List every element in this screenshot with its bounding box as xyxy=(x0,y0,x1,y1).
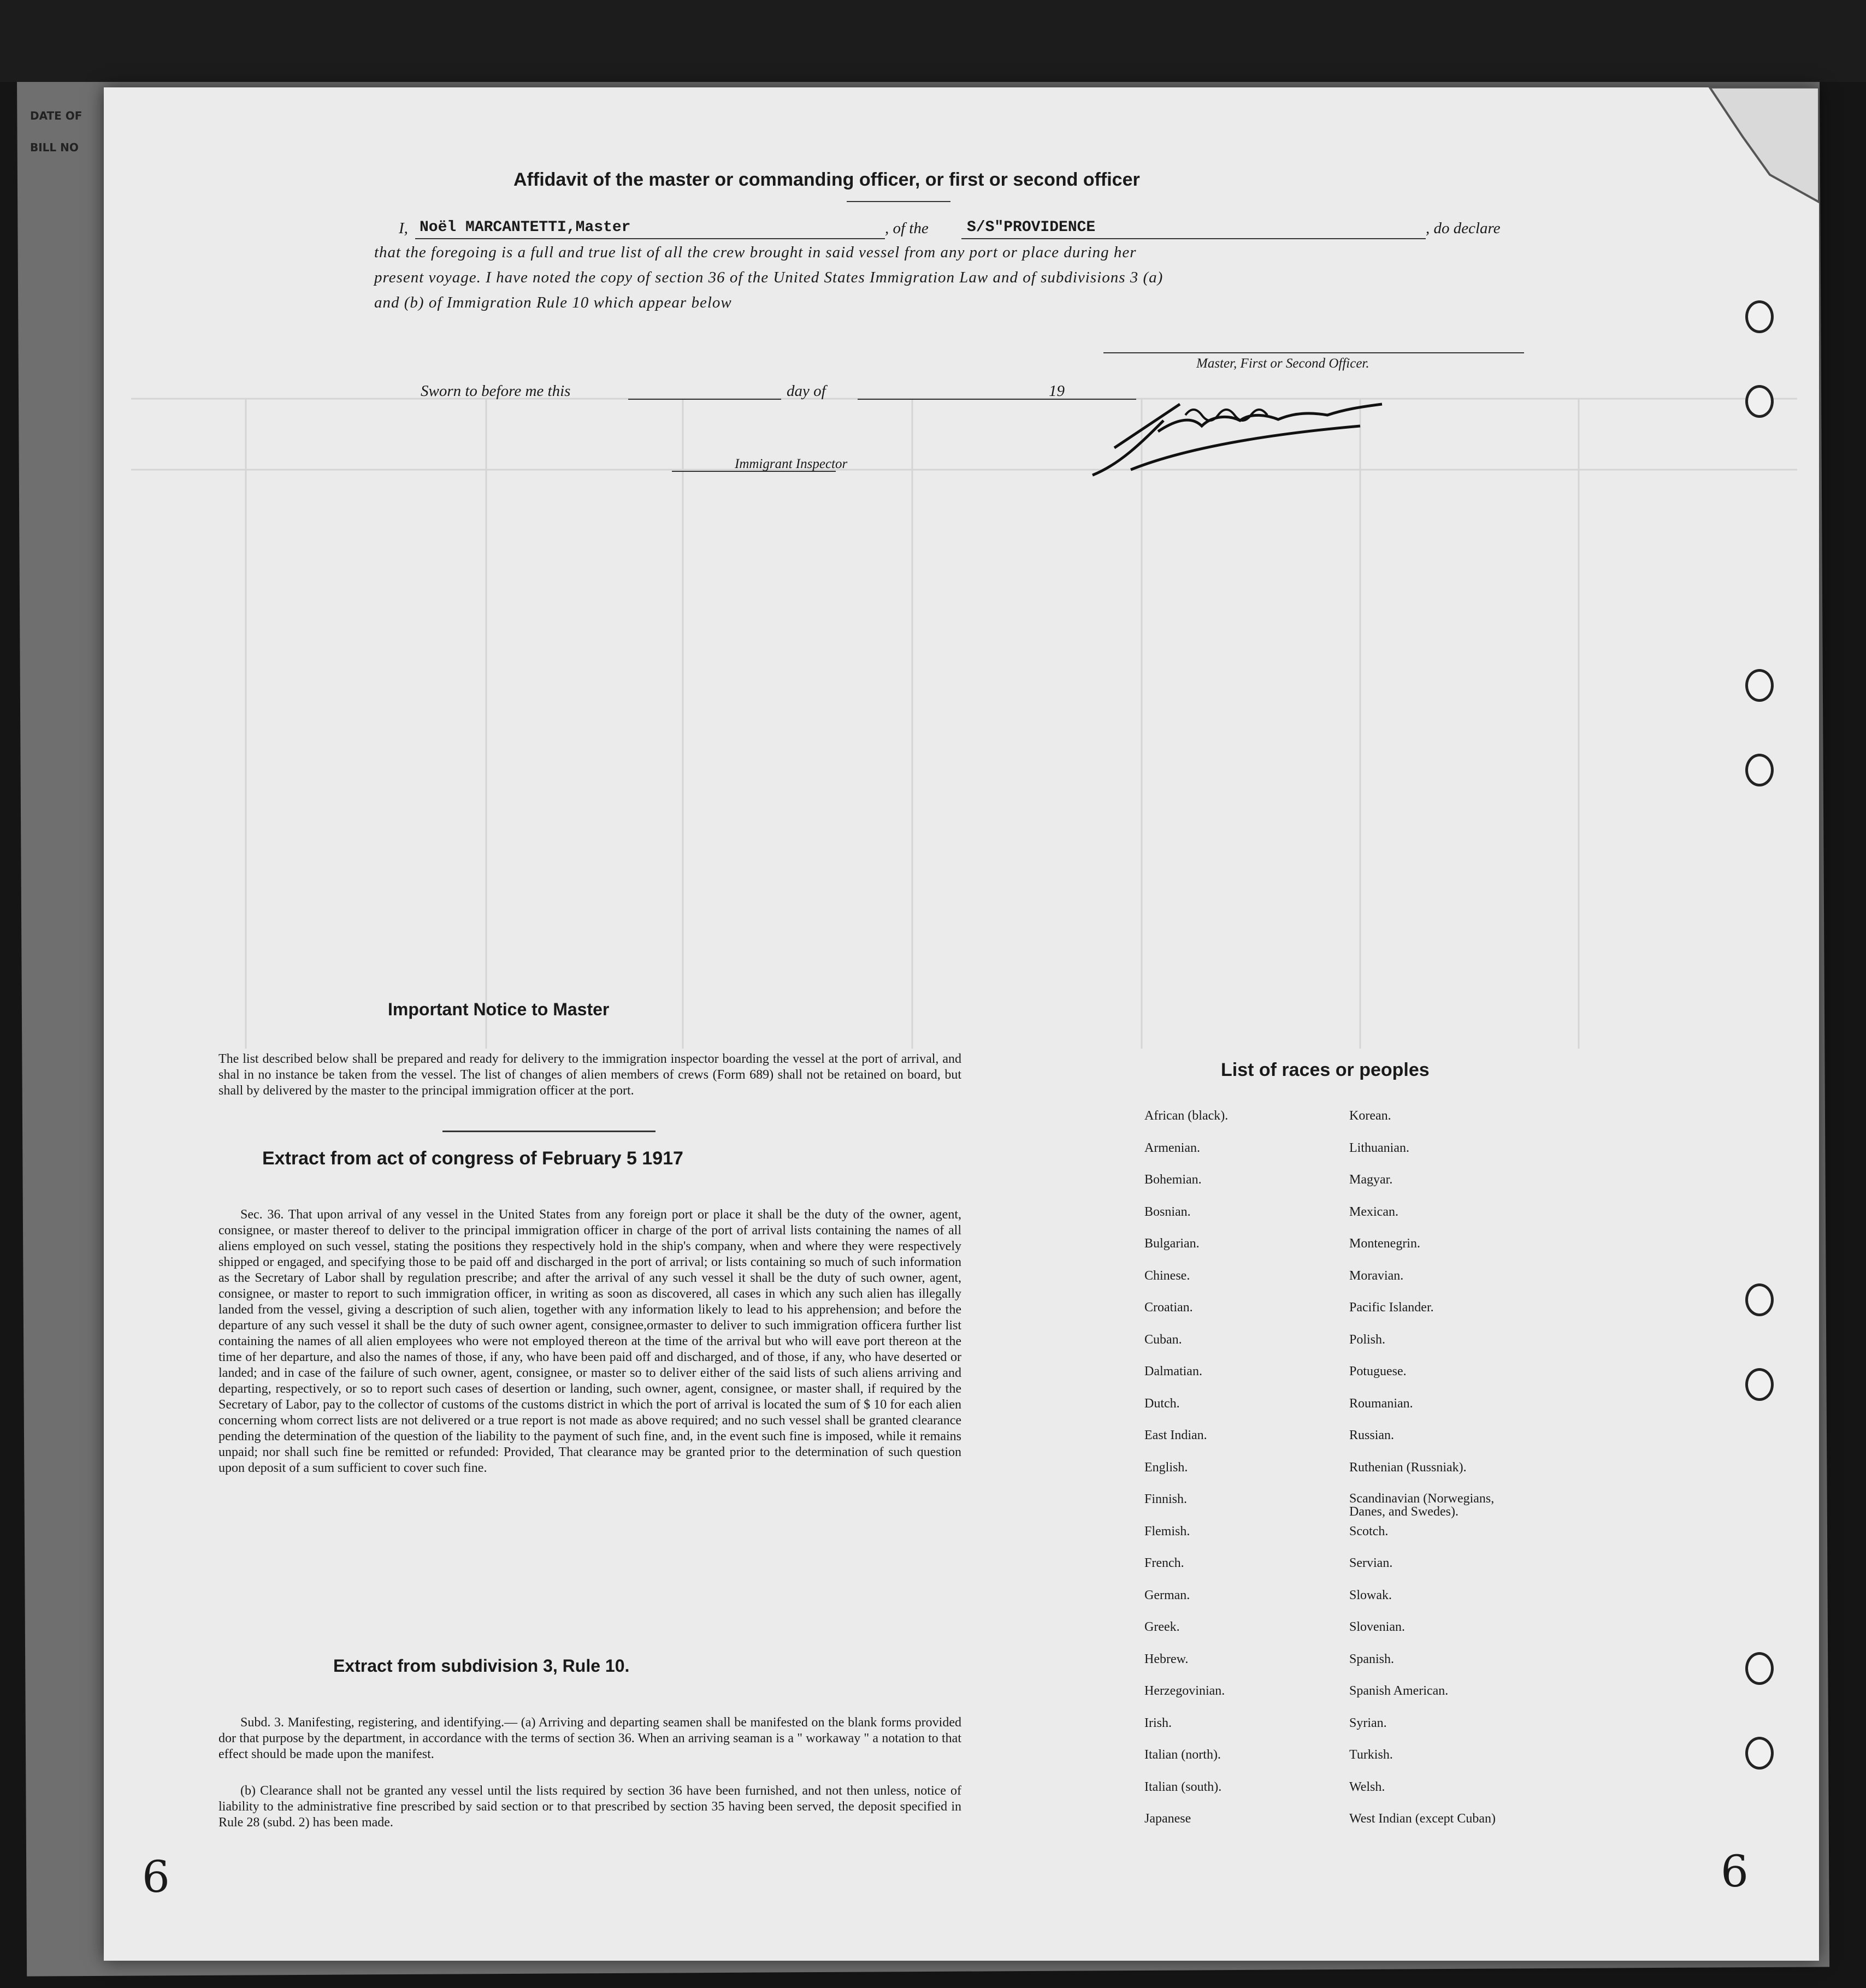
race-item-right: Montenegrin. xyxy=(1349,1236,1420,1251)
affidavit-line-4: and (b) of Immigration Rule 10 which appear below xyxy=(374,294,732,311)
race-item-right: Pacific Islander. xyxy=(1349,1300,1434,1315)
binder-hole xyxy=(1745,754,1774,786)
races-title: List of races or peoples xyxy=(1221,1060,1430,1080)
race-item-left: Dutch. xyxy=(1144,1396,1180,1411)
race-item-left: Finnish. xyxy=(1144,1492,1188,1506)
race-item-right: Servian. xyxy=(1349,1556,1393,1570)
race-item-right: West Indian (except Cuban) xyxy=(1349,1812,1496,1826)
affidavit-page xyxy=(104,87,1819,1961)
vessel-rule xyxy=(961,238,1426,239)
handwritten-page-number-right: 6 xyxy=(1721,1846,1749,1897)
handwritten-page-number-left: 6 xyxy=(142,1851,170,1902)
race-item-left: Bosnian. xyxy=(1144,1204,1191,1219)
race-item-right: Slowak. xyxy=(1349,1588,1392,1602)
race-item-right: Scotch. xyxy=(1349,1524,1389,1539)
notice-rule xyxy=(442,1131,656,1132)
binder-hole xyxy=(1745,1737,1774,1770)
race-item-right: Spanish. xyxy=(1349,1652,1395,1666)
name-rule xyxy=(415,238,885,239)
affidavit-vessel: S/S"PROVIDENCE xyxy=(967,219,1096,236)
binder-hole xyxy=(1745,1283,1774,1316)
officer-caption: Master, First or Second Officer. xyxy=(1196,356,1369,371)
race-item-left: Japanese xyxy=(1144,1812,1191,1826)
race-item-left: Greek. xyxy=(1144,1620,1180,1634)
margin-date-label: DATE OF xyxy=(30,109,82,122)
race-item-left: Flemish. xyxy=(1144,1524,1190,1539)
race-item-right: Scandinavian (Norwegians, Danes, and Swedes). xyxy=(1349,1492,1495,1519)
extract-rule-para-a: Subd. 3. Manifesting, registering, and identifying.— (a) Arriving and departing seamen shall be manifested on the blank forms provided dor that purpose by the department, in accordance with the terms of section 36. When an arriving seaman is a " workaway " a notation to that effect should be made upon the manifest. xyxy=(219,1715,961,1761)
binder-hole xyxy=(1745,385,1774,418)
race-item-left: Dalmatian. xyxy=(1144,1364,1202,1378)
race-item-right: Turkish. xyxy=(1349,1748,1393,1762)
affidavit-declare: , do declare xyxy=(1426,220,1501,237)
race-item-right: Mexican. xyxy=(1349,1204,1398,1219)
race-item-right: Polish. xyxy=(1349,1332,1386,1347)
year-label: 19 xyxy=(1049,382,1065,400)
race-item-left: Irish. xyxy=(1144,1715,1172,1730)
folded-corner xyxy=(1677,87,1819,208)
extract-rule-para-b: (b) Clearance shall not be granted any vessel until the lists required by section 36 have been furnished, and not then unless, notice of liability to the administrative fine prescribed by said section or to that prescribed by section 35 having been served, the deposit specified in Rule 28 (subd. 2) has been made. xyxy=(219,1784,961,1830)
extract-act-text: Sec. 36. That upon arrival of any vessel in the United States from any foreign port or place it shall be the duty of the owner, agent, consignee, or master thereof to deliver to the principal immigration officer in charge of the port of arrival lists containing the names of all aliens employed on such vessel, stating the positions they respectively hold in the ship's company, when and where they were respectively shipped or engaged, and specifying those to be paid off and discharged in the port of arrival; or lists containing so much of such information as the Secretary of Labor shall by regulation prescribe; and after the arrival of any such vessel it shall be the duty of such owner, agent, consignee, or master to report to such immigration officer, in writing as soon as discovered, all cases in which any such alien has illegally landed from the vessel, giving a description of such alien, together with any information likely to lead to his apprehension; and before the departure of any such vessel it shall be the duty of such owner agent, consignee,ormaster to deliver to such immigration officera further list containing the names of all alien employees who were not employed thereon at the time of the arrival but who will eave port thereon at the time of her departure, and also the names of those, if any, who have been paid off and discharged, and of those, if any, who have deserted or landed; and in case of the failure of such owner, agent, consignee, or master so to deliver either of the said lists of such aliens arriving and departing, respectively, or so to report such cases of desertion or landing, such owner, agent, consignee, or master shall, if required by the Secretary of Labor, pay to the collector of customs of the customs district in which the port of arrival is located the sum of $ 10 for each alien concerning whom correct lists are not delivered or a true report is not made as above required; and no such vessel shall be granted clearance pending the determination of the question of the liability to the payment of such fine, and, in the event such fine is imposed, while it remains unpaid; nor shall such fine be remitted or refunded: Provided, That clearance may be granted prior to the determination of such question upon deposit of a sum sufficient to cover such fine. xyxy=(219,1208,961,1475)
race-item-right: Spanish American. xyxy=(1349,1684,1449,1698)
binder-hole xyxy=(1745,669,1774,702)
race-item-right: Korean. xyxy=(1349,1109,1391,1123)
title-rule xyxy=(847,201,950,202)
affidavit-i: I, xyxy=(399,220,408,237)
race-item-right: Syrian. xyxy=(1349,1715,1387,1730)
race-item-right: Lithuanian. xyxy=(1349,1140,1409,1155)
officer-signature-rule xyxy=(1103,352,1524,353)
race-item-right: Welsh. xyxy=(1349,1779,1385,1794)
notice-text: The list described below shall be prepared and ready for delivery to the immigration inspector boarding the vessel at the port of arrival, and shal in no instance be taken from the vessel. The list of changes of alien members of crews (Form 689) shall not be retained on board, but shall by delivered by the master to the principal immigration officer at the port. xyxy=(219,1052,961,1098)
binder-hole xyxy=(1745,1368,1774,1401)
race-item-left: French. xyxy=(1144,1556,1184,1570)
race-item-left: Bulgarian. xyxy=(1144,1236,1200,1251)
race-item-left: Armenian. xyxy=(1144,1140,1200,1155)
race-item-right: Potuguese. xyxy=(1349,1364,1407,1378)
sworn-label: Sworn to before me this xyxy=(421,382,571,400)
race-item-left: Bohemian. xyxy=(1144,1173,1202,1187)
sworn-day-rule xyxy=(628,399,781,400)
race-item-right: Magyar. xyxy=(1349,1173,1393,1187)
affidavit-of-the: , of the xyxy=(885,220,929,237)
binder-hole xyxy=(1745,300,1774,333)
binder-hole xyxy=(1745,1652,1774,1685)
top-dark-band xyxy=(0,0,1866,82)
race-item-left: Italian (south). xyxy=(1144,1779,1222,1794)
race-item-right: Slovenian. xyxy=(1349,1620,1405,1634)
race-item-left: Hebrew. xyxy=(1144,1652,1189,1666)
race-item-right: Russian. xyxy=(1349,1428,1395,1442)
master-signature xyxy=(1076,382,1393,481)
extract-act-title: Extract from act of congress of February 5 1917 xyxy=(262,1148,683,1169)
race-item-right: Ruthenian (Russniak). xyxy=(1349,1460,1467,1475)
notice-title: Important Notice to Master xyxy=(388,999,610,1019)
race-item-left: African (black). xyxy=(1144,1109,1229,1123)
race-item-left: German. xyxy=(1144,1588,1190,1602)
race-item-left: English. xyxy=(1144,1460,1188,1475)
race-item-left: Italian (north). xyxy=(1144,1748,1221,1762)
affidavit-line-3: present voyage. I have noted the copy of section 36 of the United States Immigration Law and of subdivisions 3 (a) xyxy=(374,269,1164,286)
margin-bill-label: BILL NO xyxy=(30,141,79,154)
affidavit-master-name: Noël MARCANTETTI,Master xyxy=(420,219,631,236)
race-item-left: Chinese. xyxy=(1144,1268,1190,1283)
race-item-left: Cuban. xyxy=(1144,1332,1182,1347)
affidavit-line-2: that the foregoing is a full and true list of all the crew brought in said vessel from any port or place during her xyxy=(374,244,1137,261)
affidavit-title: Affidavit of the master or commanding officer, or first or second officer xyxy=(513,169,1140,190)
race-item-left: Herzegovinian. xyxy=(1144,1684,1225,1698)
extract-rule-title: Extract from subdivision 3, Rule 10. xyxy=(333,1656,630,1676)
day-of-label: day of xyxy=(787,382,826,400)
inspector-caption: Immigrant Inspector xyxy=(735,457,848,471)
race-item-right: Roumanian. xyxy=(1349,1396,1413,1411)
race-item-left: East Indian. xyxy=(1144,1428,1207,1442)
race-item-left: Croatian. xyxy=(1144,1300,1193,1315)
faint-form-grid xyxy=(104,87,1819,1961)
race-item-right: Moravian. xyxy=(1349,1268,1404,1283)
